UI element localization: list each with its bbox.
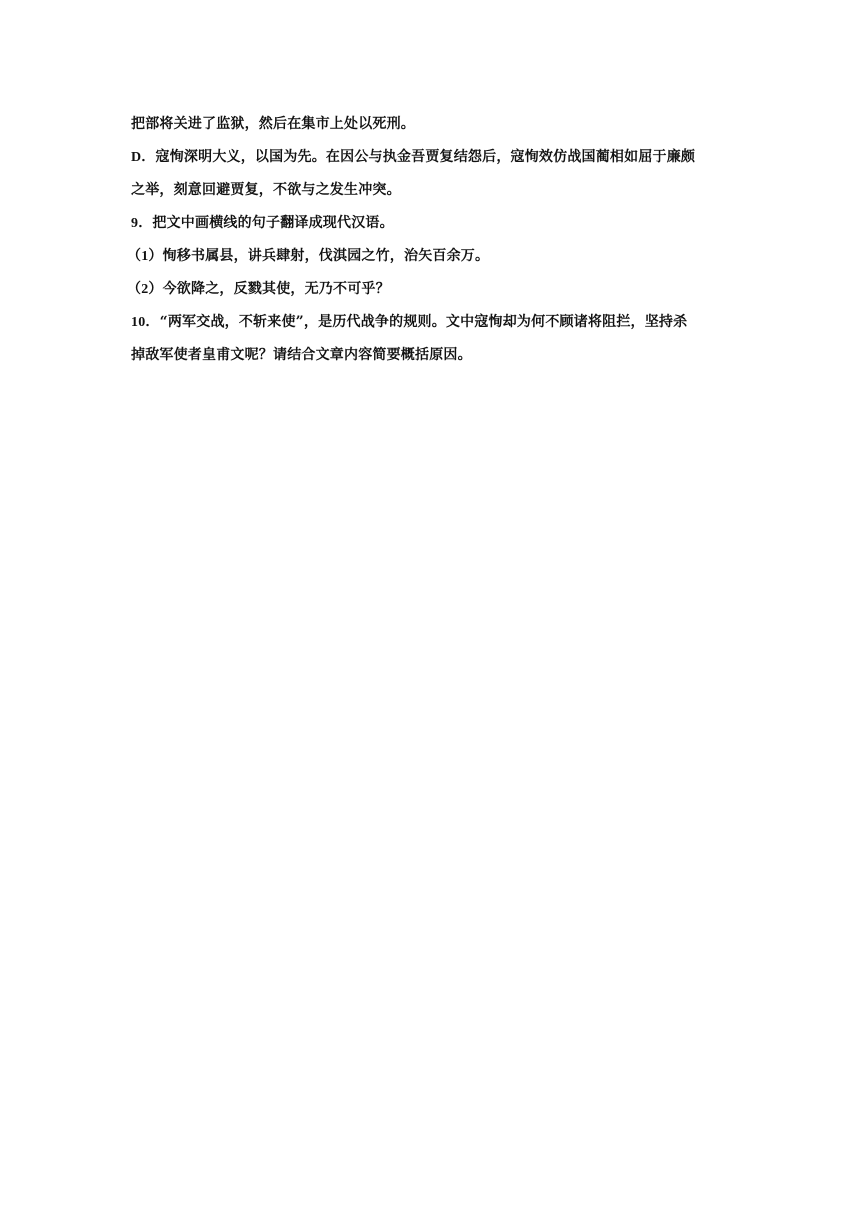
item-number: （1）	[127, 249, 163, 264]
line-text: 把部将关进了监狱，然后在集市上处以死刑。	[131, 116, 415, 132]
question-9-item-2	[127, 273, 741, 306]
line-text: “两军交战，不斩来使”，是历代战争的规则。文中寇恂却为何不顾诸将阻拦，坚持杀	[159, 314, 688, 330]
text-line-1	[131, 108, 741, 141]
line-text: 寇恂深明大义，以国为先。在因公与执金吾贾复结怨后，寇恂效仿战国蔺相如屈于廉颇	[155, 149, 696, 165]
option-d-label: D．	[131, 150, 156, 165]
document-body	[127, 108, 741, 372]
line-text: 恂移书属县，讲兵肆射，伐淇园之竹，治矢百余万。	[162, 248, 490, 264]
item-number: （2）	[127, 282, 163, 297]
line-text: 把文中画横线的句子翻译成现代汉语。	[152, 215, 394, 231]
question-number: 10．	[131, 315, 160, 330]
line-text: 之举，刻意回避贾复，不欲与之发生冲突。	[131, 182, 401, 198]
question-9	[131, 207, 741, 240]
question-10-line-1	[131, 306, 741, 339]
line-text: 今欲降之，反戮其使，无乃不可乎？	[162, 281, 390, 297]
question-10-line-2	[131, 339, 741, 372]
line-text: 掉敌军使者皇甫文呢？请结合文章内容简要概括原因。	[131, 347, 472, 363]
option-d-line-2	[131, 174, 741, 207]
question-number: 9．	[131, 216, 153, 231]
option-d-line-1	[131, 141, 741, 174]
question-9-item-1	[127, 240, 741, 273]
